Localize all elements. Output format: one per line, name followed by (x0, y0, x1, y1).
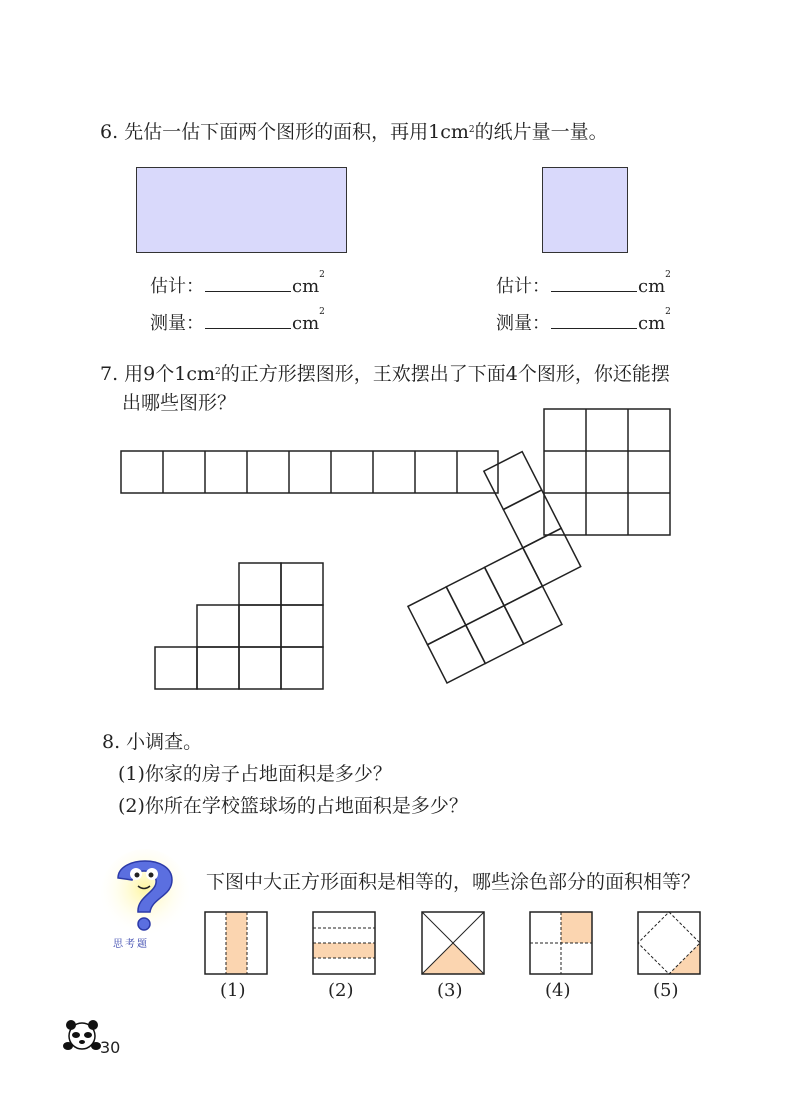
square-figure-5 (638, 912, 700, 974)
page-number: 30 (100, 1038, 121, 1057)
unit-sup: 2 (665, 270, 671, 280)
panda-icon (62, 1016, 102, 1056)
think-badge: 思考题 (113, 939, 149, 950)
unit-label: cm (292, 276, 320, 297)
caption-2: (2) (328, 980, 354, 1001)
caption-5: (5) (653, 980, 679, 1001)
square-figure-2 (313, 912, 375, 974)
caption-3: (3) (437, 980, 463, 1001)
q6-suffix: 的纸片量一量。 (474, 121, 608, 143)
estimate-label: 估计： (496, 276, 550, 297)
measure-label: 测量： (150, 313, 204, 334)
q8-item-2: (2)你所在学校篮球场的占地面积是多少？ (118, 795, 468, 817)
unit-sup: 2 (665, 307, 671, 317)
q8-item-1: (1)你家的房子占地面积是多少？ (118, 763, 392, 785)
square-figure-3 (422, 912, 484, 974)
unit-sup: 2 (319, 307, 325, 317)
q7-line2: 出哪些图形？ (122, 392, 237, 414)
q7-suffix: 的正方形摆图形，王欢摆出了下面4个图形，你还能摆 (220, 363, 670, 385)
q7-prefix: 7. 用9个1cm (100, 363, 216, 385)
q6-sup: 2 (468, 125, 475, 135)
estimate-label: 估计： (150, 276, 204, 297)
q7-sup: 2 (215, 367, 221, 377)
think-question: 下图中大正方形面积是相等的，哪些涂色部分的面积相等？ (206, 871, 701, 893)
unit-label: cm (638, 313, 666, 334)
caption-4: (4) (545, 980, 571, 1001)
unit-label: cm (638, 276, 666, 297)
caption-1: (1) (220, 980, 246, 1001)
q6-prefix: 6. 先估一估下面两个图形的面积，再用1cm (100, 121, 469, 143)
unit-sup: 2 (319, 270, 325, 280)
square-figure-4 (530, 912, 592, 974)
q8-title: 8. 小调查。 (102, 731, 203, 753)
unit-label: cm (292, 313, 320, 334)
measure-label: 测量： (496, 313, 550, 334)
square-figure-1 (205, 912, 267, 974)
